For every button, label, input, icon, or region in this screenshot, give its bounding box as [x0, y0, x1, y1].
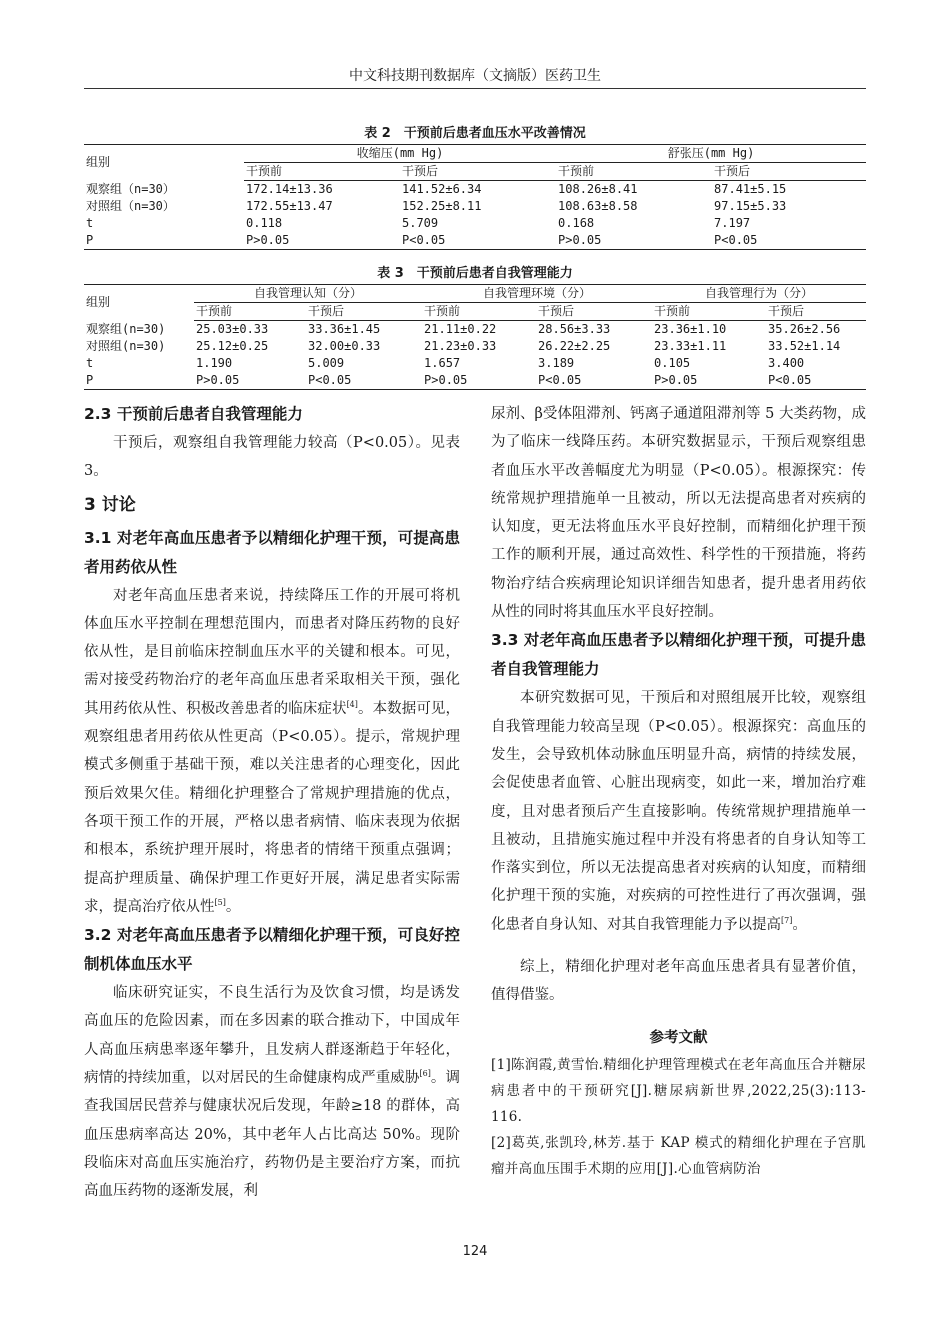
table-cell: 0.105	[654, 356, 691, 370]
section-heading-2-3: 2.3 干预前后患者自我管理能力	[84, 405, 303, 423]
citation: [5]	[214, 898, 226, 908]
table-cell: 3.189	[538, 356, 575, 370]
table-cell: 172.14±13.36	[246, 182, 333, 196]
table2-subheader: 干预前	[244, 163, 400, 181]
table2-caption: 表 2 干预前后患者血压水平改善情况	[364, 126, 586, 141]
table-cell: t	[86, 216, 94, 230]
table3-subheader: 干预后	[536, 303, 652, 321]
table-cell: 观察组(n=30)	[86, 321, 166, 336]
table-cell: 87.41±5.15	[714, 182, 787, 196]
table-cell: 观察组（n=30）	[86, 181, 175, 196]
table3-subheader: 干预后	[766, 303, 866, 321]
table-cell: 1.657	[424, 356, 461, 370]
citation: [6]	[419, 1069, 431, 1079]
table-cell: 3.400	[768, 356, 805, 370]
section-heading-3-1: 3.1 对老年高血压患者予以精细化护理干预，可提高患者用药依从性	[84, 528, 460, 576]
table-cell: 23.33±1.11	[654, 339, 727, 353]
table-row	[84, 355, 866, 372]
table-cell: 33.36±1.45	[308, 322, 381, 336]
table3-group-col: 组别	[84, 285, 194, 321]
table-row	[84, 215, 866, 232]
paragraph: 尿剂、β受体阻滞剂、钙离子通道阻滞剂等 5 大类药物，成为了临床一线降压药。本研究数据显示，干预后观察组患者血压水平改善幅度尤为明显（P<0.05）。根源探究：传统常规护理措施单一且被动，所以无法提高患者对疾病的认知度，更无法将血压水平良好控制，而精细化护理干预工作的顺利开展，通过高效性、科学性的干预措施，将药物治疗结合疾病理论知识详细告知患者，提升患者用药依从性的同时将其血压水平良好控制。	[491, 406, 866, 621]
header-rule	[84, 88, 866, 89]
table-cell: P<0.05	[536, 372, 652, 390]
journal-header: 中文科技期刊数据库（文摘版）医药卫生	[349, 68, 601, 84]
table-cell: 97.15±5.33	[714, 199, 787, 213]
table-cell: P<0.05	[400, 232, 556, 250]
reference-item: [2]葛英,张凯玲,林芳.基于 KAP 模式的精细化护理在子宫肌瘤并高血压围手术期的应用[J].心血管病防治	[491, 1134, 866, 1177]
table-cell: P>0.05	[652, 372, 766, 390]
table2	[84, 144, 866, 250]
table-cell: P<0.05	[306, 372, 422, 390]
table-cell: P>0.05	[244, 232, 400, 250]
paragraph-text: 对老年高血压患者来说，持续降压工作的开展可将机体血压水平控制在理想范围内，而患者对降压药物的良好依从性，是目前临床控制血压水平的关键和根本。可见，需对接受药物治疗的老年高血压患者采取相关干预，强化其用药依从性、积极改善患者的临床症状	[84, 587, 460, 717]
table3-subheader: 干预后	[306, 303, 422, 321]
table-cell: 152.25±8.11	[402, 199, 482, 213]
table-row	[84, 321, 866, 339]
table3-subheader: 干预前	[652, 303, 766, 321]
table2-subheader: 干预后	[400, 163, 556, 181]
paragraph-text: 。	[225, 898, 241, 915]
table-cell: 35.26±2.56	[768, 322, 841, 336]
paragraph	[84, 979, 460, 1205]
paragraph-text: 。	[792, 916, 807, 933]
table-row	[84, 338, 866, 355]
paragraph	[491, 684, 866, 939]
table-cell: 26.22±2.25	[538, 339, 611, 353]
section-heading-3-2: 3.2 对老年高血压患者予以精细化护理干预，可良好控制机体血压水平	[84, 926, 460, 974]
table-cell: 33.52±1.14	[768, 339, 841, 353]
table-cell: 21.11±0.22	[424, 322, 497, 336]
table3-group-header: 自我管理认知（分）	[194, 285, 422, 303]
table-cell: 108.63±8.58	[558, 199, 638, 213]
citation: [7]	[781, 915, 793, 925]
table3-group-header: 自我管理环境（分）	[422, 285, 652, 303]
table-cell: 0.118	[246, 216, 283, 230]
paragraph: 综上，精细化护理对老年高血压患者具有显著价值，值得借鉴。	[491, 959, 866, 1004]
table3-group-header: 自我管理行为（分）	[652, 285, 866, 303]
table3-subheader: 干预前	[194, 303, 306, 321]
table-cell: 7.197	[714, 216, 751, 230]
table3	[84, 284, 866, 390]
table-cell: 对照组(n=30)	[86, 339, 166, 353]
table-cell: 5.009	[308, 356, 345, 370]
table2-subheader: 干预后	[712, 163, 866, 181]
table-cell: 172.55±13.47	[246, 199, 333, 213]
left-column	[84, 400, 460, 1206]
section-heading-3: 3 讨论	[84, 494, 136, 515]
page-number: 124	[462, 1244, 488, 1259]
table-cell: P<0.05	[766, 372, 866, 390]
table2-group-header: 收缩压(mm Hg)	[244, 145, 556, 163]
spacer	[491, 939, 866, 953]
paragraph-text: 临床研究证实，不良生活行为及饮食习惯，均是诱发高血压的危险因素，而在多因素的联合推动下，中国成年人高血压病患率逐年攀升，且发病人群逐渐趋于年轻化，病情的持续加重，以对居民的生命健康构成严重威胁	[84, 985, 460, 1087]
table-cell: 28.56±3.33	[538, 322, 611, 336]
table-cell: 23.36±1.10	[654, 322, 727, 336]
citation: [4]	[346, 699, 358, 709]
table-cell: P>0.05	[422, 372, 536, 390]
table2-subheader: 干预前	[556, 163, 712, 181]
table-cell: P	[84, 372, 194, 390]
table-row	[84, 198, 866, 215]
paragraph	[84, 582, 460, 922]
table-cell: 对照组（n=30）	[86, 199, 175, 213]
table-row	[84, 372, 866, 390]
reference-item: [1]陈润霞,黄雪怡.精细化护理管理模式在老年高血压合并糖尿病患者中的干预研究[J].糖尿病新世界,2022,25(3):113-116.	[491, 1056, 866, 1125]
table-cell: P<0.05	[712, 232, 866, 250]
table-cell: P>0.05	[194, 372, 306, 390]
table2-group-header: 舒张压(mm Hg)	[556, 145, 866, 163]
table-cell: 21.23±0.33	[424, 339, 497, 353]
table-cell: P>0.05	[556, 232, 712, 250]
paragraph-text: 本研究数据可见，干预后和对照组展开比较，观察组自我管理能力较高呈现（P<0.05）。根源探究：高血压的发生，会导致机体动脉血压明显升高，病情的持续发展，会促使患者血管、心脏出现病变，如此一来，增加治疗难度，且对患者预后产生直接影响。传统常规护理措施单一且被动，且措施实施过程中并没有将患者的自身认知等工作落实到位，所以无法提高患者对疾病的认知度，而精细化护理干预的实施，对疾病的可控性进行了再次强调，强化患者自身认知、对其自我管理能力予以提高	[491, 690, 866, 933]
paragraph-text: 。本数据可见，观察组患者用药依从性更高（P<0.05）。提示，常规护理模式多侧重于基础干预，难以关注患者的心理变化，因此预后效果欠佳。精细化护理整合了常规护理措施的优点，各项干预工作的开展，严格以患者病情、临床表现为依据和根本，系统护理开展时，将患者的情绪干预重点强调；提高护理质量、确保护理工作更好开展，满足患者实际需求，提高治疗依从性	[84, 700, 461, 915]
section-heading-3-3: 3.3 对老年高血压患者予以精细化护理干预，可提升患者自我管理能力	[491, 631, 866, 679]
table-cell: 141.52±6.34	[402, 182, 482, 196]
table-row	[84, 232, 866, 250]
paragraph-text: 。调查我国居民营养与健康状况后发现，年龄≥18 的群体，高血压患病率高达 20%，其中老年人占比高达 50%。现阶段临床对高血压实施治疗，药物仍是主要治疗方案，而抗高血压药物的逐渐发展，利	[84, 1070, 461, 1200]
paragraph: 干预后，观察组自我管理能力较高（P<0.05）。见表 3。	[84, 435, 460, 480]
table-cell: 32.00±0.33	[308, 339, 381, 353]
table-cell: 108.26±8.41	[558, 182, 638, 196]
table-cell: t	[86, 356, 94, 370]
table3-caption: 表 3 干预前后患者自我管理能力	[377, 266, 573, 281]
table-cell: 25.12±0.25	[196, 339, 269, 353]
table-cell: 5.709	[402, 216, 439, 230]
table-cell: 25.03±0.33	[196, 322, 269, 336]
table-cell: 1.190	[196, 356, 233, 370]
table-cell: 0.168	[558, 216, 595, 230]
table2-group-col: 组别	[84, 145, 244, 181]
table3-subheader: 干预前	[422, 303, 536, 321]
right-column	[491, 400, 866, 1182]
table-row	[84, 181, 866, 199]
references-title: 参考文献	[649, 1029, 708, 1046]
table-cell: P	[84, 232, 244, 250]
